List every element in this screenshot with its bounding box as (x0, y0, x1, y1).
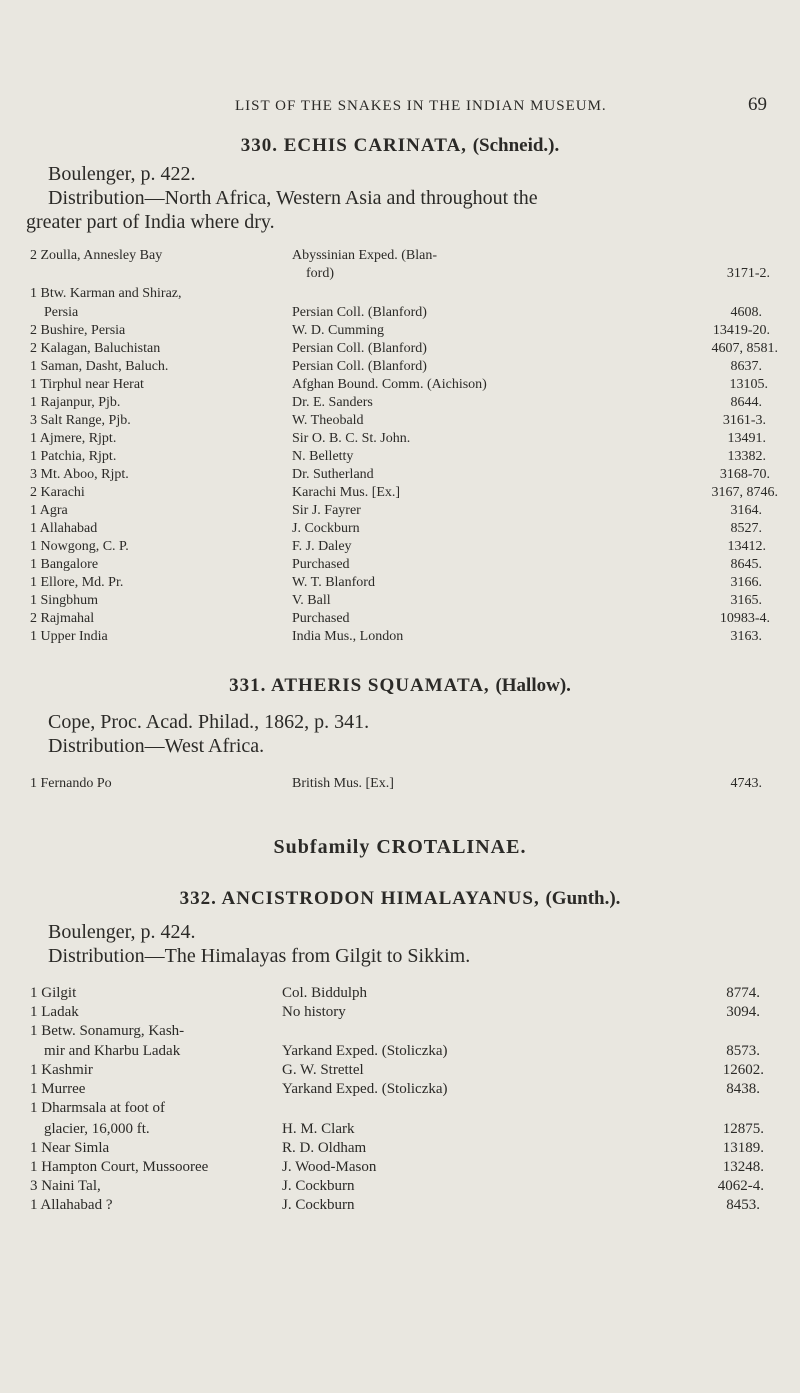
locality: 1 Btw. Karman and Shiraz, (30, 286, 182, 301)
running-head-title: LIST OF THE SNAKES IN THE INDIAN MUSEUM. (235, 98, 607, 114)
table-row (0, 1197, 800, 1217)
locality: 2 Kalagan, Baluchistan (30, 341, 161, 356)
register-number: 3161-3. (722, 413, 766, 428)
locality: 1 Betw. Sonamurg, Kash- (30, 1023, 185, 1039)
donor: Yarkand Exped. (Stoliczka) (282, 1043, 448, 1059)
table-row (0, 539, 800, 559)
table-row (0, 593, 800, 613)
reference-330: Boulenger, p. 422. (48, 163, 196, 185)
register-number: 8453. (726, 1197, 760, 1213)
register-number: 13491. (727, 431, 766, 446)
donor: ford) (306, 266, 334, 281)
donor: W. D. Cumming (292, 323, 385, 338)
species-heading-332 (0, 888, 800, 910)
donor: J. Cockburn (292, 521, 360, 536)
locality: 1 Upper India (30, 629, 108, 644)
table-row (0, 985, 800, 1005)
species-name-330: 330. ECHIS CARINATA, (240, 135, 467, 156)
locality: 1 Hampton Court, Mussooree (30, 1159, 209, 1175)
table-row (0, 467, 800, 487)
register-number: 3165. (730, 593, 762, 608)
table-row (0, 503, 800, 523)
species-name-332: 332. ANCISTRODON HIMALAYANUS, (179, 888, 540, 909)
locality: 1 Dharmsala at foot of (30, 1100, 165, 1116)
locality: 1 Bangalore (30, 557, 99, 572)
species-heading-330 (0, 135, 800, 157)
species-authority-331: (Hallow). (495, 675, 571, 696)
running-head (0, 94, 800, 118)
table-row (0, 1043, 800, 1063)
table-row (0, 431, 800, 451)
species-authority-330: (Schneid.). (472, 135, 560, 156)
donor: Persian Coll. (Blanford) (292, 341, 427, 356)
donor: Dr. Sutherland (292, 467, 374, 482)
locality: 1 Kashmir (30, 1062, 93, 1078)
distribution-330-line1: Distribution—North Africa, Western Asia and throughout the (48, 187, 538, 209)
locality: 1 Ellore, Md. Pr. (30, 575, 124, 590)
register-number: 8645. (730, 557, 762, 572)
register-number: 4607, 8581. (711, 341, 778, 356)
register-number: 3163. (730, 629, 762, 644)
register-number: 12602. (722, 1062, 764, 1078)
table-row (0, 485, 800, 505)
locality: 1 Ladak (30, 1004, 79, 1020)
locality: 2 Rajmahal (30, 611, 95, 626)
locality: 1 Patchia, Rjpt. (30, 449, 117, 464)
donor: H. M. Clark (282, 1121, 355, 1137)
register-number: 3166. (730, 575, 762, 590)
donor: R. D. Oldham (282, 1140, 367, 1156)
table-row (0, 1023, 800, 1043)
donor: Karachi Mus. [Ex.] (292, 485, 401, 500)
locality: mir and Kharbu Ladak (44, 1043, 181, 1059)
locality: 2 Zoulla, Annesley Bay (30, 248, 163, 263)
register-number: 8644. (730, 395, 762, 410)
register-number: 13419-20. (712, 323, 770, 338)
table-row (0, 1062, 800, 1082)
donor: Purchased (292, 557, 350, 572)
table-row (0, 629, 800, 649)
register-number: 4743. (730, 776, 762, 791)
register-number: 3164. (730, 503, 762, 518)
register-number: 12875. (722, 1121, 764, 1137)
page-number: 69 (748, 94, 767, 115)
locality: 1 Allahabad ? (30, 1197, 113, 1213)
register-number: 8573. (726, 1043, 760, 1059)
locality: 1 Fernando Po (30, 776, 112, 791)
donor: Sir O. B. C. St. John. (292, 431, 411, 446)
table-row (0, 305, 800, 325)
register-number: 10983-4. (719, 611, 770, 626)
table-row (0, 1121, 800, 1141)
table-row (0, 1100, 800, 1120)
donor: Persian Coll. (Blanford) (292, 305, 427, 320)
locality: 1 Tirphul near Herat (30, 377, 144, 392)
distribution-330-line2: greater part of India where dry. (26, 211, 275, 233)
donor: No history (282, 1004, 346, 1020)
table-row (0, 323, 800, 343)
species-authority-332: (Gunth.). (545, 888, 621, 909)
table-row (0, 611, 800, 631)
table-row (0, 1081, 800, 1101)
table-row (0, 449, 800, 469)
locality: 1 Singbhum (30, 593, 99, 608)
donor: V. Ball (292, 593, 331, 608)
table-row (0, 413, 800, 433)
distribution-331: Distribution—West Africa. (48, 735, 265, 757)
donor: F. J. Daley (292, 539, 352, 554)
locality: 3 Mt. Aboo, Rjpt. (30, 467, 129, 482)
table-row (0, 1159, 800, 1179)
locality: 3 Salt Range, Pjb. (30, 413, 131, 428)
locality: 1 Gilgit (30, 985, 77, 1001)
table-row (0, 1140, 800, 1160)
register-number: 3167, 8746. (711, 485, 778, 500)
locality: 1 Ajmere, Rjpt. (30, 431, 117, 446)
table-row (0, 521, 800, 541)
table-row (0, 575, 800, 595)
reference-332: Boulenger, p. 424. (48, 921, 196, 943)
donor: J. Cockburn (282, 1178, 355, 1194)
donor: J. Cockburn (282, 1197, 355, 1213)
register-number: 13189. (722, 1140, 764, 1156)
donor: Dr. E. Sanders (292, 395, 373, 410)
donor: Yarkand Exped. (Stoliczka) (282, 1081, 448, 1097)
register-number: 13382. (727, 449, 766, 464)
table-row (0, 266, 800, 286)
locality: 1 Near Simla (30, 1140, 110, 1156)
donor: India Mus., London (292, 629, 404, 644)
donor: Abyssinian Exped. (Blan- (292, 248, 438, 263)
table-row (0, 776, 800, 796)
reference-331: Cope, Proc. Acad. Philad., 1862, p. 341. (48, 711, 370, 733)
register-number: 3168-70. (719, 467, 770, 482)
table-row (0, 248, 800, 268)
donor: G. W. Strettel (282, 1062, 364, 1078)
register-number: 13248. (722, 1159, 764, 1175)
register-number: 4608. (730, 305, 762, 320)
locality: 2 Karachi (30, 485, 85, 500)
donor: British Mus. [Ex.] (292, 776, 394, 791)
subfamily-heading: Subfamily CROTALINAE. (273, 836, 527, 858)
locality: 1 Allahabad (30, 521, 98, 536)
register-number: 8637. (730, 359, 762, 374)
table-row (0, 1004, 800, 1024)
register-number: 8527. (730, 521, 762, 536)
table-row (0, 1178, 800, 1198)
locality: glacier, 16,000 ft. (44, 1121, 150, 1137)
donor: Purchased (292, 611, 350, 626)
locality: 1 Nowgong, C. P. (30, 539, 129, 554)
donor: Afghan Bound. Comm. (Aichison) (292, 377, 487, 392)
locality: 1 Saman, Dasht, Baluch. (30, 359, 169, 374)
locality: Persia (44, 305, 79, 320)
register-number: 13105. (729, 377, 768, 392)
locality: 1 Rajanpur, Pjb. (30, 395, 121, 410)
table-row (0, 286, 800, 306)
table-row (0, 341, 800, 361)
distribution-332: Distribution—The Himalayas from Gilgit to Sikkim. (48, 945, 471, 967)
table-row (0, 557, 800, 577)
donor: J. Wood-Mason (282, 1159, 377, 1175)
donor: W. Theobald (292, 413, 364, 428)
table-row (0, 395, 800, 415)
table-row (0, 377, 800, 397)
species-name-331: 331. ATHERIS SQUAMATA, (229, 675, 490, 696)
register-number: 3094. (726, 1004, 760, 1020)
species-heading-331 (0, 675, 800, 697)
register-number: 4062-4. (717, 1178, 764, 1194)
donor: W. T. Blanford (292, 575, 375, 590)
locality: 1 Agra (30, 503, 68, 518)
locality: 3 Naini Tal, (30, 1178, 101, 1194)
locality: 2 Bushire, Persia (30, 323, 126, 338)
donor: Persian Coll. (Blanford) (292, 359, 427, 374)
register-number: 3171-2. (726, 266, 770, 281)
table-row (0, 359, 800, 379)
register-number: 8438. (726, 1081, 760, 1097)
donor: Col. Biddulph (282, 985, 368, 1001)
donor: Sir J. Fayrer (292, 503, 361, 518)
register-number: 8774. (726, 985, 760, 1001)
donor: N. Belletty (292, 449, 354, 464)
locality: 1 Murree (30, 1081, 86, 1097)
register-number: 13412. (727, 539, 766, 554)
